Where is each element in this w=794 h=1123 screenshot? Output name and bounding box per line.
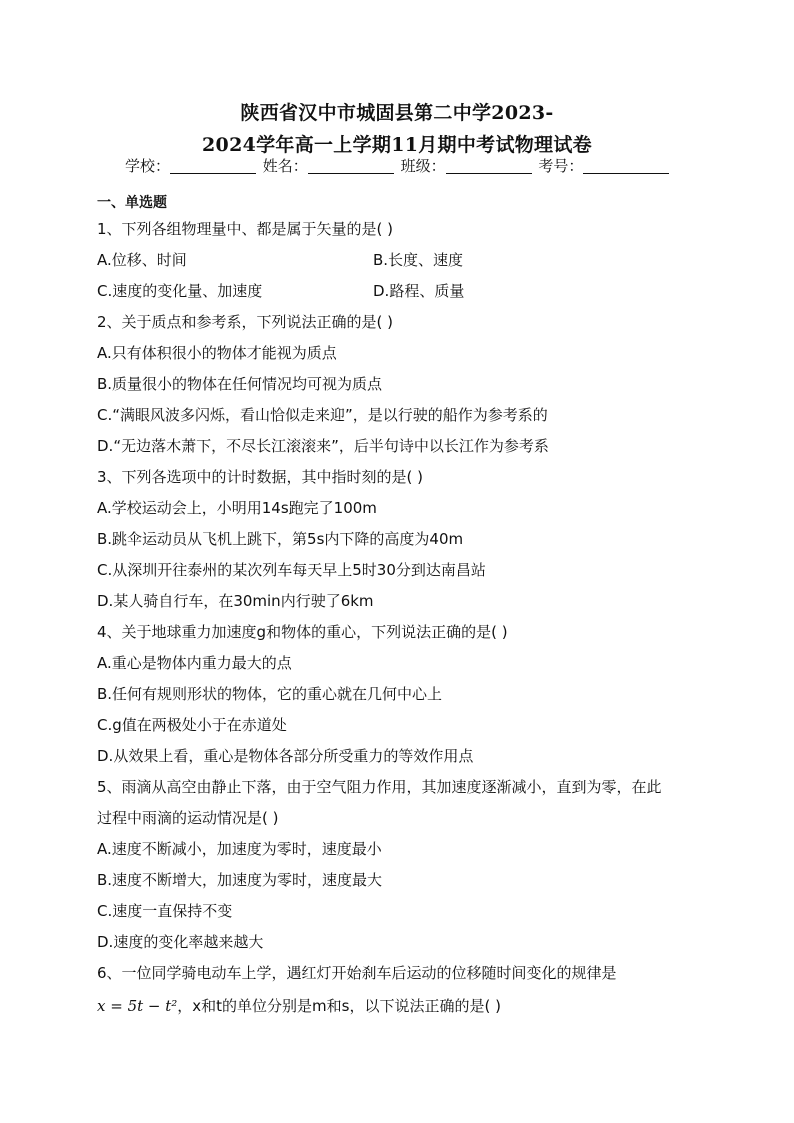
student-info-row (125, 155, 671, 176)
q2-option-b: B.质量很小的物体在任何情况均可视为质点 (97, 375, 383, 393)
school-label: 学校： (125, 157, 171, 175)
q1-option-d: D.路程、质量 (373, 282, 465, 300)
q6-stem-line2 (97, 995, 501, 1016)
q6-stem-line1: 6、一位同学骑电动车上学，遇红灯开始刹车后运动的位移随时间变化的规律是 (97, 964, 617, 982)
q1-option-c: C.速度的变化量、加速度 (97, 282, 263, 300)
exam-title-line1: 陕西省汉中市城固县第二中学2023- (240, 102, 554, 124)
q5-stem-line1: 5、雨滴从高空由静止下落，由于空气阻力作用，其加速度逐渐减小，直到为零，在此 (97, 778, 662, 796)
q1-option-a: A.位移、时间 (97, 251, 187, 269)
q2-option-d: D.“无边落木萧下，不尽长江滚滚来”，后半句诗中以长江作为参考系 (97, 437, 549, 455)
q5-option-a: A.速度不断减小，加速度为零时，速度最小 (97, 840, 382, 858)
q3-option-a: A.学校运动会上，小明用14s跑完了100m (97, 499, 377, 517)
section-title: 一、单选题 (97, 195, 167, 211)
q2-stem: 2、关于质点和参考系，下列说法正确的是( ) (97, 313, 394, 331)
class-label: 班级： (400, 157, 446, 175)
q4-option-d: D.从效果上看，重心是物体各部分所受重力的等效作用点 (97, 747, 474, 765)
q5-option-d: D.速度的变化率越来越大 (97, 933, 264, 951)
name-blank (308, 159, 394, 174)
q5-stem-line2: 过程中雨滴的运动情况是( ) (97, 809, 279, 827)
q4-option-b: B.任何有规则形状的物体，它的重心就在几何中心上 (97, 685, 443, 703)
q5-option-b: B.速度不断增大，加速度为零时，速度最大 (97, 871, 383, 889)
exam-title-line2: 2024学年高一上学期11月期中考试物理试卷 (202, 134, 592, 156)
q5-option-c: C.速度一直保持不变 (97, 902, 233, 920)
q2-option-a: A.只有体积很小的物体才能视为质点 (97, 344, 337, 362)
q4-stem: 4、关于地球重力加速度g和物体的重心，下列说法正确的是( ) (97, 623, 508, 641)
q4-option-c: C.g值在两极处小于在赤道处 (97, 716, 287, 734)
class-blank (446, 159, 532, 174)
q3-option-b: B.跳伞运动员从飞机上跳下，第5s内下降的高度为40m (97, 530, 464, 548)
q1-stem: 1、下列各组物理量中、都是属于矢量的是( ) (97, 220, 394, 238)
q1-option-b: B.长度、速度 (373, 251, 464, 269)
q2-option-c: C.“满眼风波多闪烁，看山恰似走来迎”，是以行驶的船作为参考系的 (97, 406, 548, 424)
q6-formula: x = 5t − t² (97, 997, 178, 1015)
school-blank (170, 159, 256, 174)
q3-option-d: D.某人骑自行车，在30min内行驶了6km (97, 592, 374, 610)
exam-number-label: 考号： (538, 157, 584, 175)
q3-option-c: C.从深圳开往泰州的某次列车每天早上5时30分到达南昌站 (97, 561, 486, 579)
name-label: 姓名： (262, 157, 308, 175)
q4-option-a: A.重心是物体内重力最大的点 (97, 654, 292, 672)
q3-stem: 3、下列各选项中的计时数据，其中指时刻的是( ) (97, 468, 424, 486)
q6-stem-rest: ，x和t的单位分别是m和s，以下说法正确的是( ) (177, 997, 501, 1015)
exam-number-blank (583, 159, 669, 174)
